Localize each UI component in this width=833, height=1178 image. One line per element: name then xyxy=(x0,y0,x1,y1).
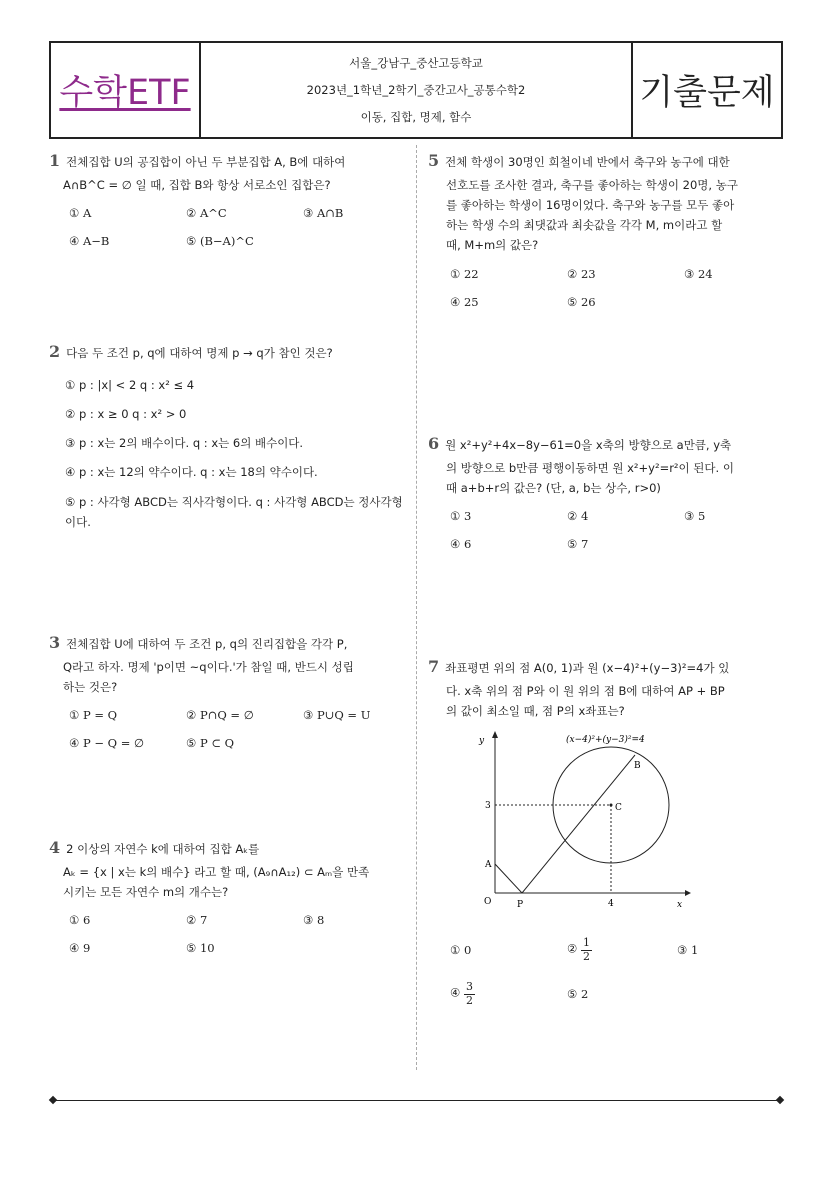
coordinate-graph xyxy=(470,728,700,913)
choice-1[interactable]: ① 3 xyxy=(450,509,472,524)
question-text: 좌표평면 위의 점 A(0, 1)과 원 (x−4)²+(y−3)²=4가 있 xyxy=(445,661,730,675)
choice-2[interactable]: ② A^C xyxy=(186,206,227,221)
choice-2[interactable]: ② 4 xyxy=(567,509,589,524)
choice-3[interactable]: ③ P∪Q = U xyxy=(303,708,371,723)
choice-1[interactable]: ① 22 xyxy=(450,266,479,281)
choice-3[interactable]: ③ 1 xyxy=(677,942,699,957)
question-1 xyxy=(49,147,409,251)
choice-5[interactable]: ⑤ 7 xyxy=(567,537,589,552)
choice-4[interactable]: ④ P − Q = ∅ xyxy=(69,736,145,751)
segment-PB xyxy=(522,755,635,893)
question-text: 때, M+m의 값은? xyxy=(446,238,539,253)
question-number: 3 xyxy=(49,633,61,652)
choice-1[interactable]: ① A xyxy=(69,206,92,221)
choice-1[interactable]: ① 0 xyxy=(450,942,472,957)
question-text: 원 x²+y²+4x−8y−61=0을 x축의 방향으로 a만큼, y축 xyxy=(445,438,732,452)
point-A-label: A xyxy=(485,860,492,870)
choices xyxy=(428,264,778,312)
choices xyxy=(49,203,409,251)
question-7 xyxy=(428,653,778,721)
footer-dot-right xyxy=(776,1096,784,1104)
x-label: x xyxy=(677,900,683,910)
question-text: 다음 두 조건 p, q에 대하여 명제 p → q가 참인 것은? xyxy=(66,346,333,360)
choice-2[interactable]: ② 7 xyxy=(186,913,208,928)
header-info xyxy=(201,43,633,137)
circle-equation-label: (x−4)²+(y−3)²=4 xyxy=(566,735,645,745)
origin-label: O xyxy=(484,897,492,907)
choices xyxy=(428,506,778,554)
choices xyxy=(49,705,409,753)
choice-4[interactable]: ④ p : x는 12의 약수이다. q : x는 18의 약수이다. xyxy=(65,465,318,480)
point-B-label: B xyxy=(634,761,641,771)
exam-name: 2023년_1학년_2학기_중간고사_공통수학2 xyxy=(306,82,526,97)
choice-5[interactable]: ⑤ P ⊂ Q xyxy=(186,736,235,751)
choice-4[interactable] xyxy=(450,981,567,1006)
question-text: 시키는 모든 자연수 m의 개수는? xyxy=(63,885,229,900)
question-text: 2 이상의 자연수 k에 대하여 집합 Aₖ를 xyxy=(66,842,260,856)
question-number: 1 xyxy=(49,151,61,170)
q7-choices xyxy=(450,935,790,1009)
choice-prefix: ④ xyxy=(450,986,461,1000)
choice-4[interactable]: ④ 25 xyxy=(450,294,479,309)
school-name: 서울_강남구_중산고등학교 xyxy=(349,55,483,70)
x-axis-arrow xyxy=(685,890,691,896)
denominator: 2 xyxy=(582,949,590,963)
question-number: 2 xyxy=(49,342,61,361)
title-text: 기출문제 xyxy=(639,73,775,113)
point-P-label: P xyxy=(517,900,524,910)
footer-dot-left xyxy=(49,1096,57,1104)
choice-2[interactable]: ② 23 xyxy=(567,266,596,281)
exam-topics: 이동, 집합, 명제, 함수 xyxy=(360,110,472,125)
question-4 xyxy=(49,834,409,959)
question-text: 때 a+b+r의 값은? (단, a, b는 상수, r>0) xyxy=(446,481,661,496)
center-point xyxy=(610,804,613,807)
point-C-label: C xyxy=(615,803,622,813)
choice-4[interactable]: ④ A−B xyxy=(69,234,110,249)
choice-3[interactable]: ③ 24 xyxy=(684,266,713,281)
numerator: 3 xyxy=(465,980,473,994)
numerator: 1 xyxy=(582,936,590,950)
question-text: 선호도를 조사한 결과, 축구를 좋아하는 학생이 20명, 농구 xyxy=(446,178,738,192)
choice-2[interactable] xyxy=(567,937,677,962)
choices xyxy=(49,375,409,532)
question-6 xyxy=(428,430,778,555)
choice-1[interactable]: ① P = Q xyxy=(69,708,118,723)
choice-2[interactable]: ② p : x ≥ 0 q : x² > 0 xyxy=(65,407,187,422)
choice-prefix: ② xyxy=(567,942,578,956)
question-5 xyxy=(428,147,778,312)
choice-5[interactable]: ⑤ 2 xyxy=(567,986,589,1001)
choice-4[interactable]: ④ 9 xyxy=(69,941,91,956)
choice-5[interactable]: ⑤ p : 사각형 ABCD는 직사각형이다. q : 사각형 ABCD는 정사각형이다. xyxy=(65,494,403,529)
question-text: 전체집합 U의 공집합이 아닌 두 부분집합 A, B에 대하여 xyxy=(66,155,346,169)
question-text: A∩B^C = ∅ 일 때, 집합 B와 항상 서로소인 집합은? xyxy=(63,178,331,192)
choice-2[interactable]: ② P∩Q = ∅ xyxy=(186,708,254,723)
tick-x-4: 4 xyxy=(608,899,614,909)
choice-1[interactable]: ① 6 xyxy=(69,913,91,928)
question-text: 하는 학생 수의 최댓값과 최솟값을 각각 M, m이라고 할 xyxy=(446,218,723,233)
choice-3[interactable]: ③ A∩B xyxy=(303,206,344,221)
question-text: 의 값이 최소일 때, 점 P의 x좌표는? xyxy=(446,704,625,719)
logo xyxy=(51,43,201,137)
choice-3[interactable]: ③ 5 xyxy=(684,509,706,524)
denominator: 2 xyxy=(465,993,473,1007)
choice-5[interactable]: ⑤ 26 xyxy=(567,294,596,309)
choice-3[interactable]: ③ p : x는 2의 배수이다. q : x는 6의 배수이다. xyxy=(65,436,304,451)
choice-5[interactable]: ⑤ (B−A)^C xyxy=(186,234,254,249)
choices xyxy=(49,910,409,958)
question-number: 7 xyxy=(428,657,440,676)
question-text: 의 방향으로 b만큼 평행이동하면 원 x²+y²=r²이 된다. 이 xyxy=(446,461,734,475)
segment-AP xyxy=(495,864,522,893)
question-text: 하는 것은? xyxy=(63,680,118,695)
question-text: 를 좋아하는 학생이 16명이었다. 축구와 농구를 모두 좋아 xyxy=(446,198,735,213)
question-text: 다. x축 위의 점 P와 이 원 위의 점 B에 대하여 AP + BP xyxy=(446,684,725,698)
question-number: 4 xyxy=(49,838,61,857)
question-number: 5 xyxy=(428,151,440,170)
fraction xyxy=(464,981,475,1006)
tick-y-3: 3 xyxy=(485,801,491,811)
footer-line xyxy=(52,1100,781,1101)
header-title xyxy=(633,43,781,137)
column-divider xyxy=(416,145,417,1070)
header xyxy=(49,41,783,139)
question-3 xyxy=(49,629,409,754)
y-axis-arrow xyxy=(492,731,498,738)
question-text: 전체집합 U에 대하여 두 조건 p, q의 진리집합을 각각 P, xyxy=(66,637,348,651)
question-text: Aₖ = {x | x는 k의 배수} 라고 할 때, (A₉∩A₁₂) ⊂ Aₘ을 만족 xyxy=(63,865,370,879)
choice-3[interactable]: ③ 8 xyxy=(303,913,325,928)
fraction xyxy=(581,937,592,962)
question-text: Q라고 하자. 명제 'p이면 ~q이다.'가 참일 때, 반드시 성립 xyxy=(63,660,354,674)
choice-4[interactable]: ④ 6 xyxy=(450,537,472,552)
question-2 xyxy=(49,338,409,532)
question-number: 6 xyxy=(428,434,440,453)
logo-text: 수학ETF xyxy=(59,73,191,113)
y-label: y xyxy=(479,736,485,746)
choice-5[interactable]: ⑤ 10 xyxy=(186,941,215,956)
question-text: 전체 학생이 30명인 희철이네 반에서 축구와 농구에 대한 xyxy=(445,155,730,169)
choice-1[interactable]: ① p : |x| < 2 q : x² ≤ 4 xyxy=(65,378,195,392)
